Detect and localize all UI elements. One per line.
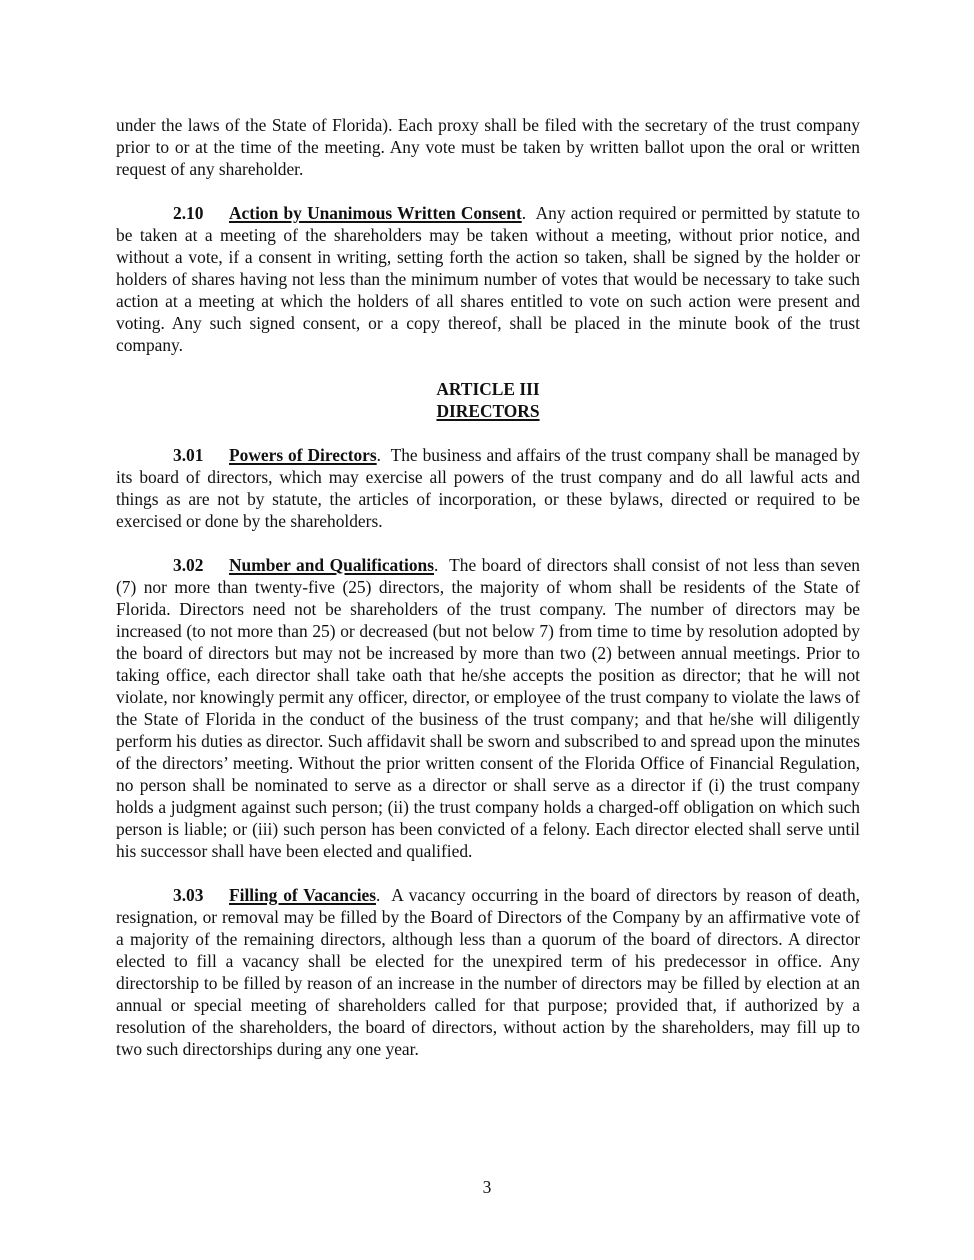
document-body bbox=[116, 114, 860, 1082]
section-text: A vacancy occurring in the board of directors by reason of death, resignation, or removal may be filled by the Board of Directors of the Company by an affirmative vote of a majority of the remaining directors, although less than a quorum of the board of directors. A director elected to fill a vacancy shall be elected for the unexpired term of his predecessor in office. Any directorship to be filled by reason of an increase in the number of directors may be filled by election at an annual or special meeting of shareholders called for that purpose; provided that, if authorized by a resolution of the shareholders, the board of directors, without action by the shareholders, may fill up to two such directorships during any one year. bbox=[116, 885, 860, 1059]
section-title-period: . bbox=[376, 885, 381, 905]
section-title: Action by Unanimous Written Consent bbox=[229, 203, 522, 223]
section-3-01 bbox=[116, 444, 860, 532]
article-number: ARTICLE III bbox=[436, 379, 540, 399]
section-title: Filling of Vacancies bbox=[229, 885, 377, 905]
page-number: 3 bbox=[482, 1177, 492, 1197]
article-title: DIRECTORS bbox=[436, 401, 540, 421]
intro-paragraph: under the laws of the State of Florida). Each proxy shall be filed with the secretary of the trust company prior to or at the time of the meeting. Any vote must be taken by written ballot upon the oral or written request of any shareholder. bbox=[116, 115, 860, 179]
section-title-period: . bbox=[521, 203, 527, 223]
section-text: The board of directors shall consist of not less than seven (7) nor more than twenty-five (25) directors, the majority of whom shall be residents of the State of Florida. Directors need not be shareholders of the trust company. The number of directors may be increased (to not more than 25) or decreased (but not below 7) from time to time by resolution adopted by the board of directors but may not be increased by more than two (2) between annual meetings. Prior to taking office, each director shall take oath that he/she accepts the position as director; that he will not violate, nor knowingly permit any officer, director, or employee of the trust company to violate the laws of the State of Florida in the conduct of the business of the trust company; and that he/she will diligently perform his duties as director. Such affidavit shall be sworn and subscribed to and spread upon the minutes of the directors’ meeting. Without the prior written consent of the Florida Office of Financial Regulation, no person shall be nominated to serve as a director or shall serve as a director if (i) the trust company holds a judgment against such person; (ii) the trust company holds a charged-off obligation on which such person is liable; or (iii) such person has been convicted of a felony. Each director elected shall serve until his successor shall have been elected and qualified. bbox=[116, 555, 860, 861]
section-text: The business and affairs of the trust company shall be managed by its board of directors, which may exercise all powers of the trust company and do all lawful acts and things as are not by statute, the articles of incorporation, or these bylaws, directed or required to be exercised or done by the shareholders. bbox=[116, 445, 860, 531]
section-number: 3.01 bbox=[173, 445, 204, 465]
article-heading bbox=[116, 378, 860, 422]
section-number: 3.02 bbox=[173, 555, 204, 575]
section-number: 2.10 bbox=[173, 203, 204, 223]
section-title: Number and Qualifications bbox=[229, 555, 434, 575]
section-text: Any action required or permitted by statute to be taken at a meeting of the shareholders may be taken without a meeting, without prior notice, and without a vote, if a consent in writing, setting forth the action so taken, shall be signed by the holder or holders of shares having not less than the minimum number of votes that would be necessary to take such action at a meeting at which the holders of all shares entitled to vote on such action were present and voting. Any such signed consent, or a copy thereof, shall be placed in the minute book of the trust company. bbox=[116, 203, 860, 355]
section-title-period: . bbox=[434, 555, 439, 575]
section-3-02 bbox=[116, 554, 860, 862]
section-3-03 bbox=[116, 884, 860, 1060]
section-title: Powers of Directors bbox=[229, 445, 377, 465]
section-2-10 bbox=[116, 202, 860, 356]
section-number: 3.03 bbox=[173, 885, 204, 905]
section-title-period: . bbox=[376, 445, 382, 465]
